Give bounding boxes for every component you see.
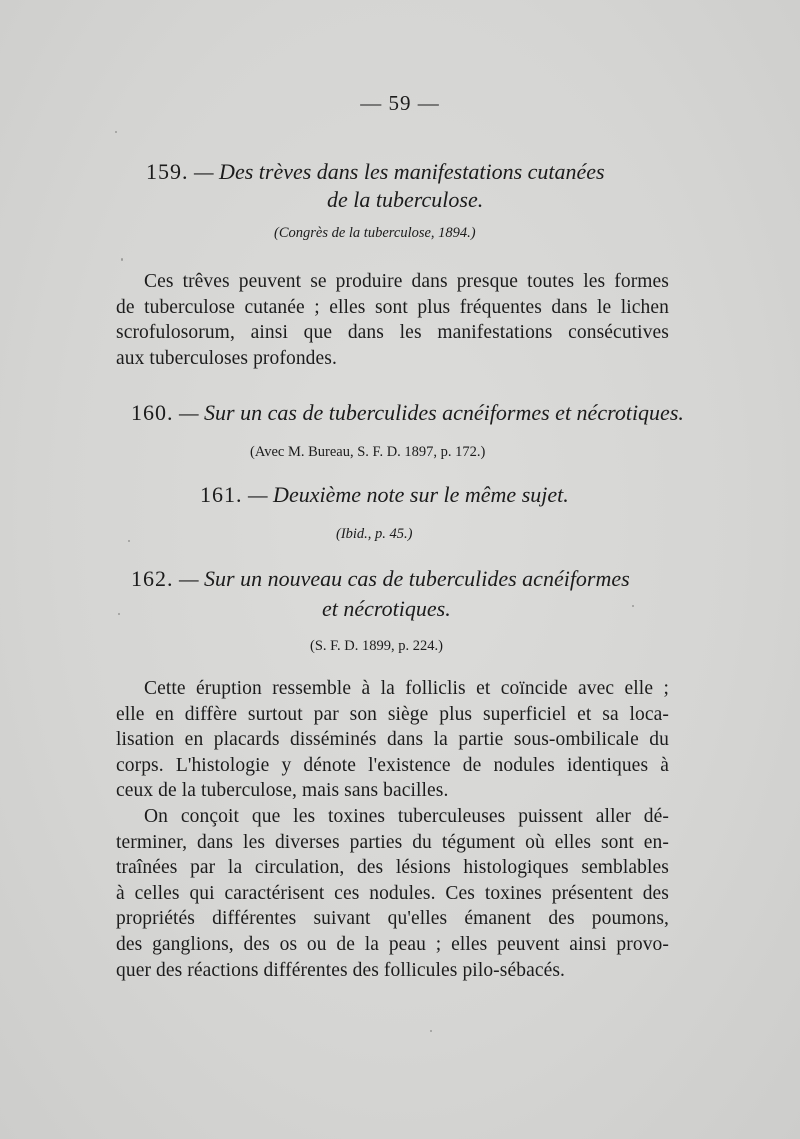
- paragraph-159: [116, 269, 669, 371]
- paragraph-line: propriétés différentes suivant qu'elles émanent des poumons,: [116, 908, 669, 930]
- paragraph-line: On conçoit que les toxines tuberculeuses puissent aller dé-: [144, 806, 669, 827]
- paragraph-162-first: [116, 676, 669, 804]
- entry-number: 162.: [131, 566, 174, 591]
- page-number: — 59 —: [360, 91, 440, 115]
- paper-speck: [118, 613, 120, 615]
- entry-number: 160.: [131, 400, 174, 425]
- entry-160-citation: (Avec M. Bureau, S. F. D. 1897, p. 172.): [250, 444, 486, 460]
- paper-speck: [128, 540, 130, 542]
- paragraph-line: corps. L'histologie y dénote l'existence de nodules identiques à: [116, 754, 669, 776]
- citation-text: (Ibid., p. 45.): [336, 526, 413, 542]
- paragraph-line: aux tuberculoses profondes.: [116, 347, 337, 369]
- paragraph-line: de tuberculose cutanée ; elles sont plus fréquentes dans le lichen: [116, 296, 669, 318]
- paragraph-line: ceux de la tuberculose, mais sans bacilles.: [116, 780, 449, 802]
- entry-title: — Sur un nouveau cas de tuberculides acnéiformes: [179, 566, 630, 591]
- entry-162-title-line2: et nécrotiques.: [322, 596, 451, 621]
- paragraph-line: scrofulosorum, ainsi que dans les manifestations consécutives: [116, 322, 669, 344]
- paragraph-162-second: [116, 804, 669, 983]
- entry-162-citation: (S. F. D. 1899, p. 224.): [310, 638, 443, 654]
- entry-number: 159.: [146, 159, 189, 184]
- entry-number: 161.: [200, 482, 243, 507]
- entry-title: — Des trèves dans les manifestations cutanées: [194, 159, 605, 184]
- paper-speck: [121, 258, 123, 261]
- paragraph-line: lisation en placards disséminés dans la partie sous-ombilicale du: [116, 729, 669, 751]
- entry-159-heading: [146, 158, 605, 186]
- paragraph-line: elle en diffère surtout par son siège plus superficiel et sa loca-: [116, 703, 669, 725]
- entry-title: — Sur un cas de tuberculides acnéiformes et nécrotiques.: [179, 400, 684, 425]
- paper-speck: [430, 1030, 432, 1032]
- entry-161-citation: [336, 524, 413, 544]
- paragraph-line: à celles qui caractérisent ces nodules. Ces toxines présentent des: [116, 882, 669, 904]
- paragraph-line: traînées par la circulation, des lésions histologiques semblables: [116, 857, 669, 879]
- entry-159-citation: (Congrès de la tuberculose, 1894.): [274, 225, 476, 241]
- paper-speck: [115, 131, 117, 133]
- paragraph-line: quer des réactions différentes des follicules pilo-sébacés.: [116, 959, 566, 981]
- entry-title: — Deuxième note sur le même sujet.: [248, 482, 569, 507]
- paper-speck: [632, 605, 634, 607]
- paragraph-line: Ces trêves peuvent se produire dans presque toutes les formes: [144, 271, 669, 292]
- entry-159-title-line2: de la tuberculose.: [327, 187, 484, 212]
- paragraph-line: des ganglions, des os ou de la peau ; elles peuvent ainsi provo-: [116, 933, 669, 955]
- entry-161-heading: [200, 481, 569, 509]
- entry-162-heading: [131, 565, 630, 593]
- paragraph-line: terminer, dans les diverses parties du tégument où elles sont en-: [116, 831, 669, 853]
- paragraph-line: Cette éruption ressemble à la folliclis et coïncide avec elle ;: [144, 678, 669, 699]
- entry-160-heading: [131, 399, 684, 427]
